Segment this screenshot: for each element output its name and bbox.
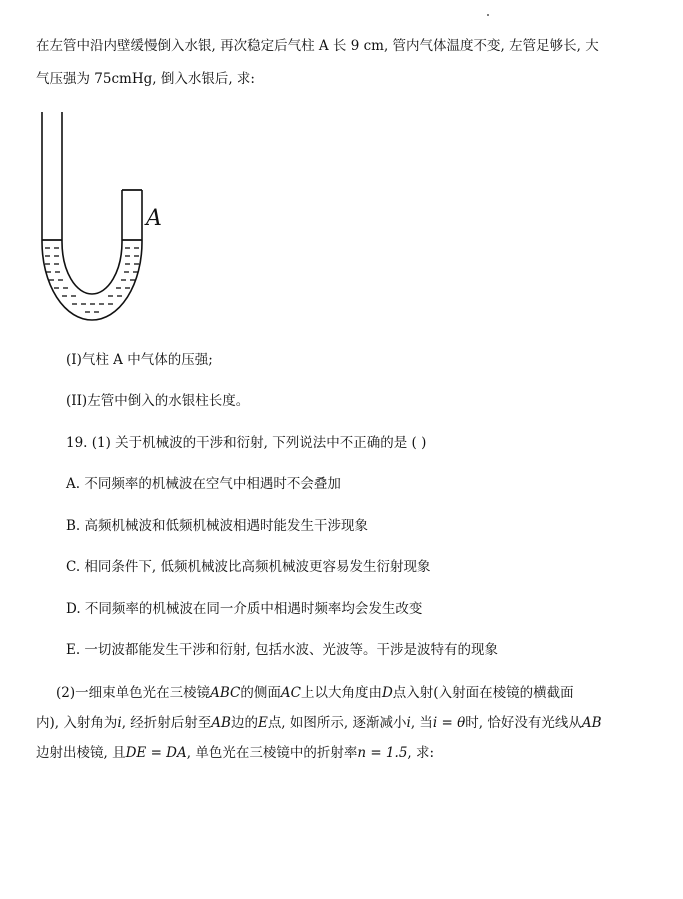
option-d: D. 不同频率的机械波在同一介质中相遇时频率均会发生改变: [66, 601, 423, 617]
part2-line3: 边射出棱镜, 且DE = DA, 单色光在三棱镜中的折射率n = 1.5, 求:: [36, 745, 435, 761]
part2-line1: (2)一细束单色光在三棱镜ABC的侧面AC上以大角度由D点入射(入射面在棱镜的横截面: [56, 685, 574, 701]
option-b: B. 高频机械波和低频机械波相遇时能发生干涉现象: [66, 518, 369, 534]
u-tube-figure: [30, 108, 180, 333]
problem18-intro-line2: 气压强为 75cmHg, 倒入水银后, 求:: [36, 71, 255, 87]
option-e: E. 一切波都能发生干涉和衍射, 包括水波、光波等。干涉是波特有的现象: [66, 642, 499, 658]
mercury-hatching: [45, 248, 139, 312]
problem19-stem: 19. (1) 关于机械波的干涉和衍射, 下列说法中不正确的是 ( ): [66, 435, 427, 451]
gas-column-label: A: [146, 206, 162, 231]
option-c: C. 相同条件下, 低频机械波比高频机械波更容易发生衍射现象: [66, 559, 431, 575]
problem18-question-1: (I)气柱 A 中气体的压强;: [66, 352, 213, 368]
u-bend-inner: [62, 242, 122, 294]
part2-line2: 内), 入射角为i, 经折射后射至AB边的E点, 如图所示, 逐渐减小i, 当i = θ时, 恰好没有光线从AB: [36, 715, 602, 731]
problem18-question-2: (II)左管中倒入的水银柱长度。: [66, 393, 250, 409]
u-bend-outer: [42, 242, 142, 320]
scan-speck: [487, 14, 489, 16]
option-a: A. 不同频率的机械波在空气中相遇时不会叠加: [66, 476, 341, 492]
problem18-intro-line1: 在左管中沿内壁缓慢倒入水银, 再次稳定后气柱 A 长 9 cm, 管内气体温度不变, 左管足够长, 大: [36, 38, 599, 54]
